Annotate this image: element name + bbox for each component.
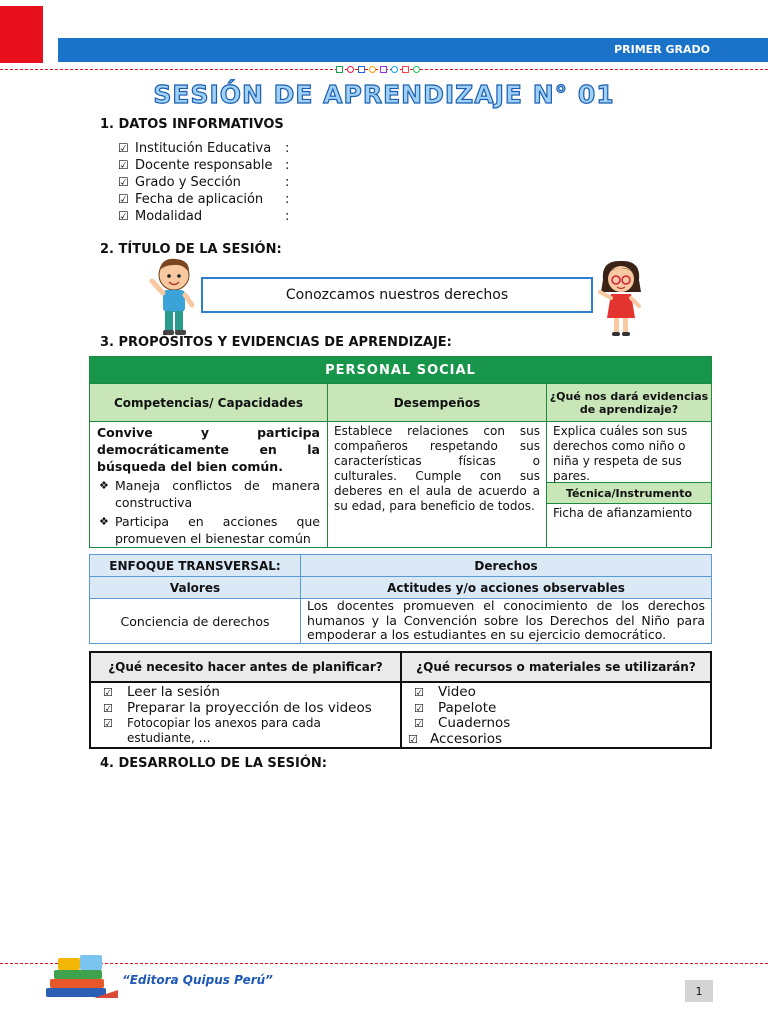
evidencia-text: Explica cuáles son sus derechos como niño o niña y respeta de sus pares. xyxy=(553,424,688,483)
grade-bar xyxy=(58,38,768,62)
circle-icon xyxy=(413,66,420,73)
column-header: Valores xyxy=(90,577,301,598)
info-separator: : xyxy=(285,141,290,156)
tecnica-header: Técnica/Instrumento xyxy=(547,482,711,504)
session-title: Conozcamos nuestros derechos xyxy=(285,287,509,303)
column-header: ¿Qué necesito hacer antes de planificar? xyxy=(91,653,402,681)
circle-icon xyxy=(391,66,398,73)
info-label: Grado y Sección xyxy=(135,175,241,190)
square-icon xyxy=(402,66,409,73)
column-header: Desempeños xyxy=(328,384,547,421)
list-item xyxy=(118,157,289,174)
capacidad-text: Maneja conflictos de manera constructiva xyxy=(115,478,320,510)
evidencias-cell xyxy=(547,422,711,547)
list-item xyxy=(97,477,320,511)
resource-text: Accesorios xyxy=(430,730,503,747)
column-header: Competencias/ Capacidades xyxy=(90,384,328,421)
list-item xyxy=(118,140,289,157)
list-item xyxy=(408,732,710,748)
table-header-row xyxy=(90,383,711,421)
decorative-shapes xyxy=(336,66,420,73)
recursos-cell xyxy=(402,683,710,747)
list-item xyxy=(414,716,710,732)
page-title: SESIÓN DE APRENDIZAJE N° 01 xyxy=(153,80,615,109)
planning-table xyxy=(89,651,712,749)
table-header-row xyxy=(91,653,710,683)
checkbox-icon: ☑ xyxy=(414,701,424,715)
desarrollo-heading: 4. DESARROLLO DE LA SESIÓN: xyxy=(100,756,327,771)
actitud-cell: Los docentes promueven el conocimiento de los derechos humanos y la Convención sobre los Derechos del Niño para empoderar a los estudiantes en su ejercicio democrático. xyxy=(307,598,705,642)
propositos-table xyxy=(89,356,712,548)
list-item xyxy=(414,685,710,701)
datos-list xyxy=(118,140,289,225)
checkbox-icon: ☑ xyxy=(103,701,113,715)
bullet-icon: ❖ xyxy=(99,515,109,528)
circle-icon xyxy=(347,66,354,73)
task-text: Fotocopiar los anexos para cada estudiante, … xyxy=(127,716,321,745)
square-icon xyxy=(358,66,365,73)
valor-cell: Conciencia de derechos xyxy=(90,599,301,643)
checkbox-icon: ☑ xyxy=(118,141,129,155)
enfoque-label: ENFOQUE TRANSVERSAL: xyxy=(90,555,301,576)
task-text: Preparar la proyección de los videos xyxy=(127,699,372,716)
resource-text: Video xyxy=(438,684,476,700)
competencias-cell xyxy=(90,422,328,547)
info-separator: : xyxy=(285,175,290,190)
competencia-text: Convive y participa democráticamente en la búsqueda del bien común. xyxy=(97,425,320,474)
antes-cell xyxy=(91,683,402,747)
resource-text: Cuadernos xyxy=(438,715,511,731)
list-item xyxy=(103,701,400,717)
task-text: Leer la sesión xyxy=(127,684,220,700)
session-title-box xyxy=(201,277,593,313)
list-item xyxy=(118,174,289,191)
checkbox-icon: ☑ xyxy=(118,175,129,189)
table-row xyxy=(90,421,711,547)
table-row xyxy=(90,599,711,643)
girl-illustration xyxy=(597,258,645,338)
list-item xyxy=(103,716,400,746)
info-label: Docente responsable xyxy=(135,158,273,173)
info-label: Modalidad xyxy=(135,209,203,224)
square-icon xyxy=(380,66,387,73)
enfoque-value: Derechos xyxy=(301,555,711,576)
propositos-heading: 3. PROPÓSITOS Y EVIDENCIAS DE APRENDIZAJE: xyxy=(100,335,452,350)
table-row xyxy=(91,683,710,747)
instrumento-text: Ficha de afianzamiento xyxy=(553,506,693,520)
resource-text: Papelote xyxy=(438,699,497,716)
enfoque-table xyxy=(89,554,712,644)
bullet-icon: ❖ xyxy=(99,479,109,492)
grade-label: PRIMER GRADO xyxy=(614,43,710,56)
table-header-row xyxy=(90,555,711,577)
column-header: Actitudes y/o acciones observables xyxy=(301,577,711,598)
checkbox-icon: ☑ xyxy=(414,686,424,699)
square-icon xyxy=(336,66,343,73)
page-number: 1 xyxy=(685,980,713,1002)
checkbox-icon: ☑ xyxy=(408,732,418,746)
info-label: Fecha de aplicación xyxy=(135,192,264,207)
capacidad-text: Participa en acciones que promueven el bienestar común xyxy=(115,514,320,546)
list-item xyxy=(414,701,710,717)
column-header: ¿Qué recursos o materiales se utilizarán? xyxy=(416,660,696,674)
info-separator: : xyxy=(285,209,290,224)
checkbox-icon: ☑ xyxy=(118,192,129,206)
list-item xyxy=(118,191,289,208)
table-header-row xyxy=(90,577,711,599)
list-item xyxy=(97,513,320,547)
red-corner-decoration xyxy=(0,6,43,63)
list-item xyxy=(118,208,289,225)
info-label: Institución Educativa xyxy=(135,141,272,156)
info-separator: : xyxy=(285,192,290,207)
checkbox-icon: ☑ xyxy=(414,717,424,730)
datos-heading: 1. DATOS INFORMATIVOS xyxy=(100,117,284,132)
checkbox-icon: ☑ xyxy=(103,717,113,730)
boy-illustration xyxy=(148,255,198,337)
info-separator: : xyxy=(285,158,290,173)
desempeno-cell: Establece relaciones con sus compañeros respetando sus características físicas o culturales. Cumple con sus deberes en el aula de acuerdo a su edad, para beneficio de todos. xyxy=(328,422,547,547)
checkbox-icon: ☑ xyxy=(118,158,129,172)
checkbox-icon: ☑ xyxy=(118,209,129,223)
titulo-heading: 2. TÍTULO DE LA SESIÓN: xyxy=(100,242,282,257)
column-header: ¿Qué nos dará evidencias de aprendizaje? xyxy=(549,389,709,416)
books-logo-icon xyxy=(44,952,120,1000)
area-header: PERSONAL SOCIAL xyxy=(90,357,711,383)
circle-icon xyxy=(369,66,376,73)
publisher-name: “Editora Quipus Perú” xyxy=(122,973,273,987)
checkbox-icon: ☑ xyxy=(103,686,113,699)
list-item xyxy=(103,685,400,701)
